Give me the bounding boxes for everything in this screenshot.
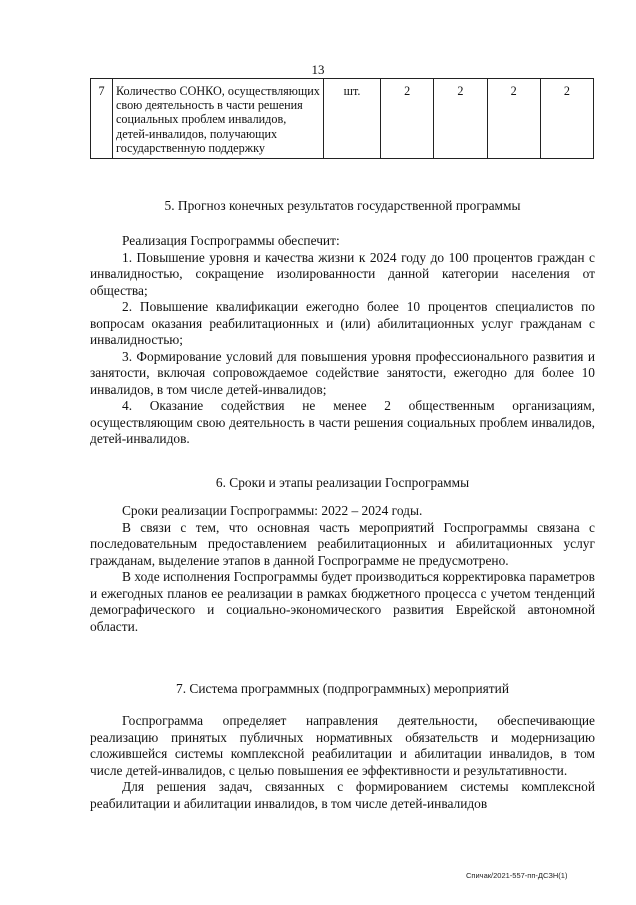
section5-body bbox=[90, 233, 595, 448]
section7-body bbox=[90, 713, 595, 812]
section5-item: 2. Повышение квалификации ежегодно более 10 процентов специалистов по вопросам оказания реабилитационных и (или) абилитационных услуг гражданам с инвалидностью; bbox=[90, 299, 595, 347]
section5-item: 1. Повышение уровня и качества жизни к 2024 году до 100 процентов граждан с инвалидностью, сокращение изолированности данной категории населения от общества; bbox=[90, 249, 595, 298]
section5-heading: 5. Прогноз конечных результатов государственной программы bbox=[164, 198, 521, 213]
section7-paragraph: Госпрограмма определяет направления деятельности, обеспечивающие реализацию принятых публичных нормативных обязательств и модернизацию сложившейся системы комплексной реабилитации и абилитации инвалидов, в том числе детей-инвалидов, с целью повышения ее эффективности и результативности. bbox=[90, 713, 595, 778]
section6-paragraph: В ходе исполнения Госпрограммы будет производиться корректировка параметров и ежегодных планов ее реализации в рамках бюджетного процесса с учетом тенденций демографического и социально-экономического развития Еврейской автономной области. bbox=[90, 569, 595, 634]
section5-intro: Реализация Госпрограммы обеспечит: bbox=[122, 233, 340, 248]
section7-paragraph: Для решения задач, связанных с формированием системы комплексной реабилитации и абилитации инвалидов, в том числе детей-инвалидов bbox=[90, 779, 595, 811]
value-cell: 2 bbox=[434, 79, 487, 159]
indicator-table bbox=[90, 78, 594, 159]
document-footer-code: Спичак/2021-557-пп-ДСЗН(1) bbox=[466, 871, 568, 880]
value-cell: 2 bbox=[540, 79, 593, 159]
unit-cell: шт. bbox=[324, 79, 381, 159]
section6-body bbox=[90, 503, 595, 635]
section6-paragraph: В связи с тем, что основная часть мероприятий Госпрограммы связана с последовательным предоставлением реабилитационных и абилитационных услуг гражданам, выделение этапов в данной Госпрограмме не предусмотрено. bbox=[90, 519, 595, 568]
section5-item: 3. Формирование условий для повышения уровня профессионального развития и занятости, включая сопровождаемое содействие занятости, ежегодно для более 10 инвалидов, в том числе детей-инвалидов; bbox=[90, 348, 595, 397]
value-cell: 2 bbox=[381, 79, 434, 159]
section7-heading: 7. Система программных (подпрограммных) мероприятий bbox=[176, 681, 509, 696]
section5-item: 4. Оказание содействия не менее 2 общественным организациям, осуществляющим свою деятельность в части решения социальных проблем инвалидов, детей-инвалидов. bbox=[90, 398, 595, 446]
section6-paragraph: Сроки реализации Госпрограммы: 2022 – 2024 годы. bbox=[122, 503, 423, 518]
table-row bbox=[91, 79, 594, 159]
section6-heading: 6. Сроки и этапы реализации Госпрограммы bbox=[215, 475, 470, 490]
indicator-description: Количество СОНКО, осуществляющих свою деятельность в части решения социальных проблем инвалидов, детей-инвалидов, получающих государственную поддержку bbox=[113, 79, 324, 159]
page-number: 13 bbox=[311, 62, 325, 77]
value-cell: 2 bbox=[487, 79, 540, 159]
row-number: 7 bbox=[91, 79, 113, 159]
